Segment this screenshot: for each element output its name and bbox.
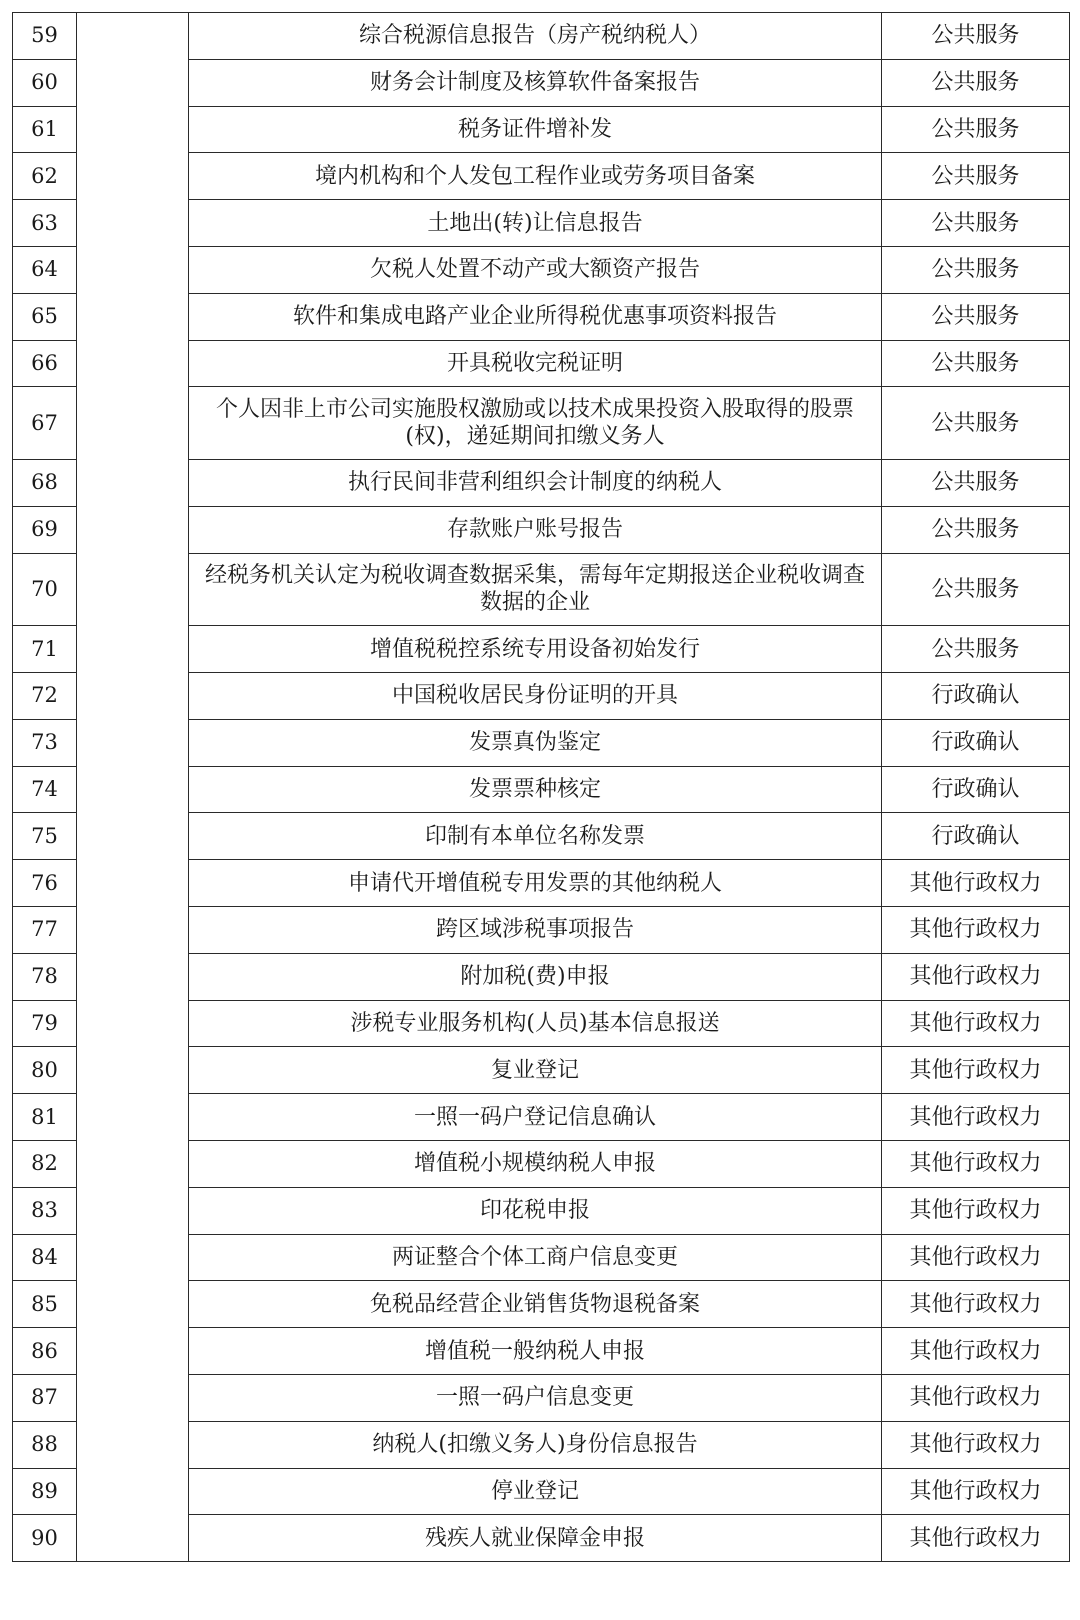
row-number: 69 — [13, 506, 77, 553]
item-name-cell: 停业登记 — [189, 1468, 882, 1515]
category-cell: 其他行政权力 — [882, 860, 1070, 907]
row-number: 78 — [13, 953, 77, 1000]
category-cell: 公共服务 — [882, 340, 1070, 387]
item-name-cell: 复业登记 — [189, 1047, 882, 1094]
category-cell: 其他行政权力 — [882, 1234, 1070, 1281]
category-cell: 其他行政权力 — [882, 1328, 1070, 1375]
item-name-cell: 跨区域涉税事项报告 — [189, 906, 882, 953]
row-number: 87 — [13, 1374, 77, 1421]
category-cell: 其他行政权力 — [882, 1140, 1070, 1187]
item-name-cell: 存款账户账号报告 — [189, 506, 882, 553]
category-cell: 其他行政权力 — [882, 1000, 1070, 1047]
row-number: 63 — [13, 200, 77, 247]
category-cell: 其他行政权力 — [882, 906, 1070, 953]
category-cell: 行政确认 — [882, 766, 1070, 813]
row-number: 84 — [13, 1234, 77, 1281]
category-cell: 其他行政权力 — [882, 1094, 1070, 1141]
item-name-cell: 财务会计制度及核算软件备案报告 — [189, 59, 882, 106]
row-number: 62 — [13, 153, 77, 200]
row-number: 81 — [13, 1094, 77, 1141]
category-cell: 其他行政权力 — [882, 953, 1070, 1000]
row-number: 61 — [13, 106, 77, 153]
row-number: 85 — [13, 1281, 77, 1328]
row-number: 88 — [13, 1421, 77, 1468]
item-name-cell: 开具税收完税证明 — [189, 340, 882, 387]
row-number: 71 — [13, 626, 77, 673]
category-cell: 公共服务 — [882, 506, 1070, 553]
category-cell: 其他行政权力 — [882, 1187, 1070, 1234]
row-number: 59 — [13, 13, 77, 60]
item-name-cell: 印制有本单位名称发票 — [189, 813, 882, 860]
item-name-cell: 印花税申报 — [189, 1187, 882, 1234]
category-cell: 公共服务 — [882, 59, 1070, 106]
row-number: 68 — [13, 459, 77, 506]
category-cell: 行政确认 — [882, 813, 1070, 860]
item-name-cell: 发票真伪鉴定 — [189, 719, 882, 766]
service-items-table — [12, 12, 1070, 1562]
category-cell: 公共服务 — [882, 13, 1070, 60]
item-name-cell: 税务证件增补发 — [189, 106, 882, 153]
category-cell: 其他行政权力 — [882, 1281, 1070, 1328]
row-number: 77 — [13, 906, 77, 953]
item-name-cell: 经税务机关认定为税收调查数据采集，需每年定期报送企业税收调查数据的企业 — [189, 553, 882, 626]
category-cell: 公共服务 — [882, 200, 1070, 247]
item-name-cell: 两证整合个体工商户信息变更 — [189, 1234, 882, 1281]
category-cell: 公共服务 — [882, 293, 1070, 340]
category-cell: 其他行政权力 — [882, 1374, 1070, 1421]
row-number: 60 — [13, 59, 77, 106]
row-number: 82 — [13, 1140, 77, 1187]
row-number: 72 — [13, 672, 77, 719]
category-cell: 行政确认 — [882, 719, 1070, 766]
item-name-cell: 纳税人(扣缴义务人)身份信息报告 — [189, 1421, 882, 1468]
category-cell: 行政确认 — [882, 672, 1070, 719]
item-name-cell: 免税品经营企业销售货物退税备案 — [189, 1281, 882, 1328]
item-name-cell: 增值税小规模纳税人申报 — [189, 1140, 882, 1187]
row-number: 79 — [13, 1000, 77, 1047]
item-name-cell: 个人因非上市公司实施股权激励或以技术成果投资入股取得的股票(权)，递延期间扣缴义务人 — [189, 387, 882, 460]
category-cell: 公共服务 — [882, 153, 1070, 200]
category-cell: 公共服务 — [882, 387, 1070, 460]
row-number: 75 — [13, 813, 77, 860]
row-number: 65 — [13, 293, 77, 340]
row-number: 89 — [13, 1468, 77, 1515]
row-number: 76 — [13, 860, 77, 907]
item-name-cell: 一照一码户信息变更 — [189, 1374, 882, 1421]
table-row — [13, 13, 1070, 60]
item-name-cell: 中国税收居民身份证明的开具 — [189, 672, 882, 719]
category-cell: 其他行政权力 — [882, 1515, 1070, 1562]
item-name-cell: 境内机构和个人发包工程作业或劳务项目备案 — [189, 153, 882, 200]
category-cell: 公共服务 — [882, 246, 1070, 293]
item-name-cell: 土地出(转)让信息报告 — [189, 200, 882, 247]
item-name-cell: 欠税人处置不动产或大额资产报告 — [189, 246, 882, 293]
item-name-cell: 综合税源信息报告（房产税纳税人） — [189, 13, 882, 60]
category-cell: 其他行政权力 — [882, 1468, 1070, 1515]
category-cell: 其他行政权力 — [882, 1421, 1070, 1468]
category-cell: 公共服务 — [882, 106, 1070, 153]
category-cell: 公共服务 — [882, 626, 1070, 673]
category-cell: 其他行政权力 — [882, 1047, 1070, 1094]
category-cell: 公共服务 — [882, 459, 1070, 506]
item-name-cell: 执行民间非营利组织会计制度的纳税人 — [189, 459, 882, 506]
row-number: 67 — [13, 387, 77, 460]
category-cell: 公共服务 — [882, 553, 1070, 626]
row-number: 83 — [13, 1187, 77, 1234]
row-number: 90 — [13, 1515, 77, 1562]
item-name-cell: 附加税(费)申报 — [189, 953, 882, 1000]
row-number: 73 — [13, 719, 77, 766]
row-number: 66 — [13, 340, 77, 387]
row-number: 86 — [13, 1328, 77, 1375]
item-name-cell: 残疾人就业保障金申报 — [189, 1515, 882, 1562]
item-name-cell: 软件和集成电路产业企业所得税优惠事项资料报告 — [189, 293, 882, 340]
row-number: 64 — [13, 246, 77, 293]
row-number: 70 — [13, 553, 77, 626]
row-number: 74 — [13, 766, 77, 813]
item-name-cell: 一照一码户登记信息确认 — [189, 1094, 882, 1141]
item-name-cell: 增值税一般纳税人申报 — [189, 1328, 882, 1375]
item-name-cell: 涉税专业服务机构(人员)基本信息报送 — [189, 1000, 882, 1047]
merged-blank-cell — [77, 13, 189, 1562]
item-name-cell: 申请代开增值税专用发票的其他纳税人 — [189, 860, 882, 907]
row-number: 80 — [13, 1047, 77, 1094]
item-name-cell: 增值税税控系统专用设备初始发行 — [189, 626, 882, 673]
item-name-cell: 发票票种核定 — [189, 766, 882, 813]
